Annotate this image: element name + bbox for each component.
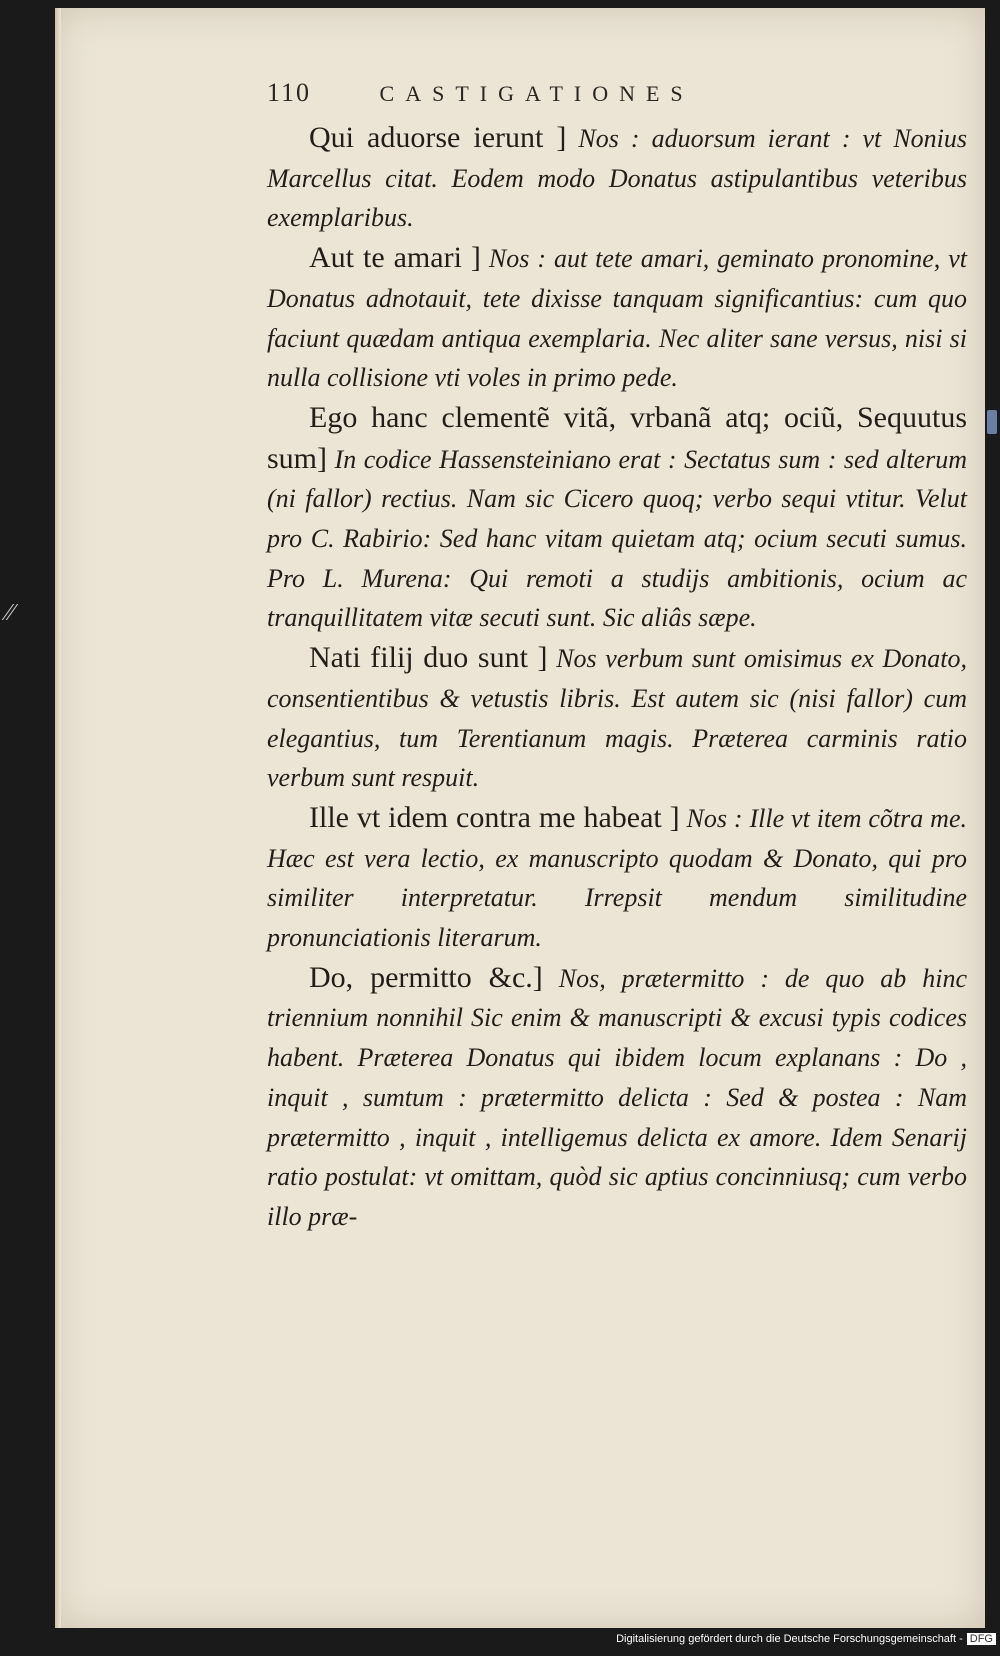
commentary: Nos : aduorsum ierant : vt Nonius Marcellus citat. Eodem modo Donatus astipulantibus veteribus exemplaribus.: [267, 124, 968, 233]
lemma: Ego hanc clementẽ vitã, vrbanã atq; ociũ, Sequutus sum]: [267, 400, 967, 475]
lemma: Qui aduorse ierunt ]: [309, 121, 567, 154]
commentary: In codice Hassensteiniano erat : Sectatus sum : sed alterum (ni fallor) rectius. Nam sic Cicero quoq; verbo sequi vtitur. Velut pro C. Rabirio: Sed hanc vitam quietam atq; ocium secuti sumus. Pro L. Murena: Qui remoti a studijs ambitionis, ocium ac tranquillitatem vitæ secuti sunt. Sic aliâs sæpe.: [267, 444, 967, 633]
paragraph: [267, 238, 967, 398]
paragraph: [267, 118, 967, 238]
funding-note: Digitalisierung gefördert durch die Deutsche Forschungsgemeinschaft -: [616, 1633, 963, 1645]
paragraph: [267, 798, 967, 958]
commentary: Nos : Ille vt item cõtra me. Hæc est vera lectio, ex manuscripto quodam & Donato, qui pro similiter interpretatur. Irrepsit mendum similitudine pronunciationis literarum.: [267, 803, 967, 953]
lemma: Aut te amari ]: [309, 241, 481, 275]
lemma: Nati filij duo sunt ]: [309, 641, 548, 675]
page-header: [267, 78, 967, 108]
lemma: Do, permitto &c.]: [309, 960, 543, 994]
paragraph: [267, 958, 967, 1237]
commentary: Nos : aut tete amari, geminato pronomine, vt Donatus adnotauit, tete dixisse tanquam significantius: cum quo faciunt quædam antiqua exemplaria. Nec aliter sane versus, nisi si nulla collisione vti voles in primo pede.: [267, 244, 967, 393]
funding-footer: [600, 1633, 996, 1645]
paragraph: [267, 638, 967, 798]
commentary: Nos verbum sunt omisimus ex Donato, consentientibus & vetustis libris. Est autem sic (nisi fallor) cum elegantius, tum Terentianum magis. Præterea carminis ratio verbum sunt respuit.: [267, 644, 968, 793]
page-number: 110: [267, 78, 312, 107]
paragraph: [267, 398, 967, 638]
dfg-logo: DFG: [967, 1633, 996, 1645]
page-edge: [55, 8, 61, 1628]
commentary: Nos, prætermitto : de quo ab hinc triennium nonnihil Sic enim & manuscripti & excusi typis codices habent. Præterea Donatus qui ibidem locum explanans : Do , inquit , sumtum : prætermitto delicta : Sed & postea : Nam prætermitto , inquit , intelligemus delicta ex amore. Idem Senarij ratio postulat: vt omittam, quòd sic aptius concinniusq; cum verbo illo præ-: [267, 963, 968, 1231]
color-tab: [987, 410, 997, 434]
running-head: CASTIGATIONES: [379, 81, 694, 106]
lemma: Ille vt idem contra me habeat ]: [309, 800, 680, 834]
margin-mark: ⁄⁄: [6, 600, 15, 626]
body-text: [267, 118, 967, 1237]
